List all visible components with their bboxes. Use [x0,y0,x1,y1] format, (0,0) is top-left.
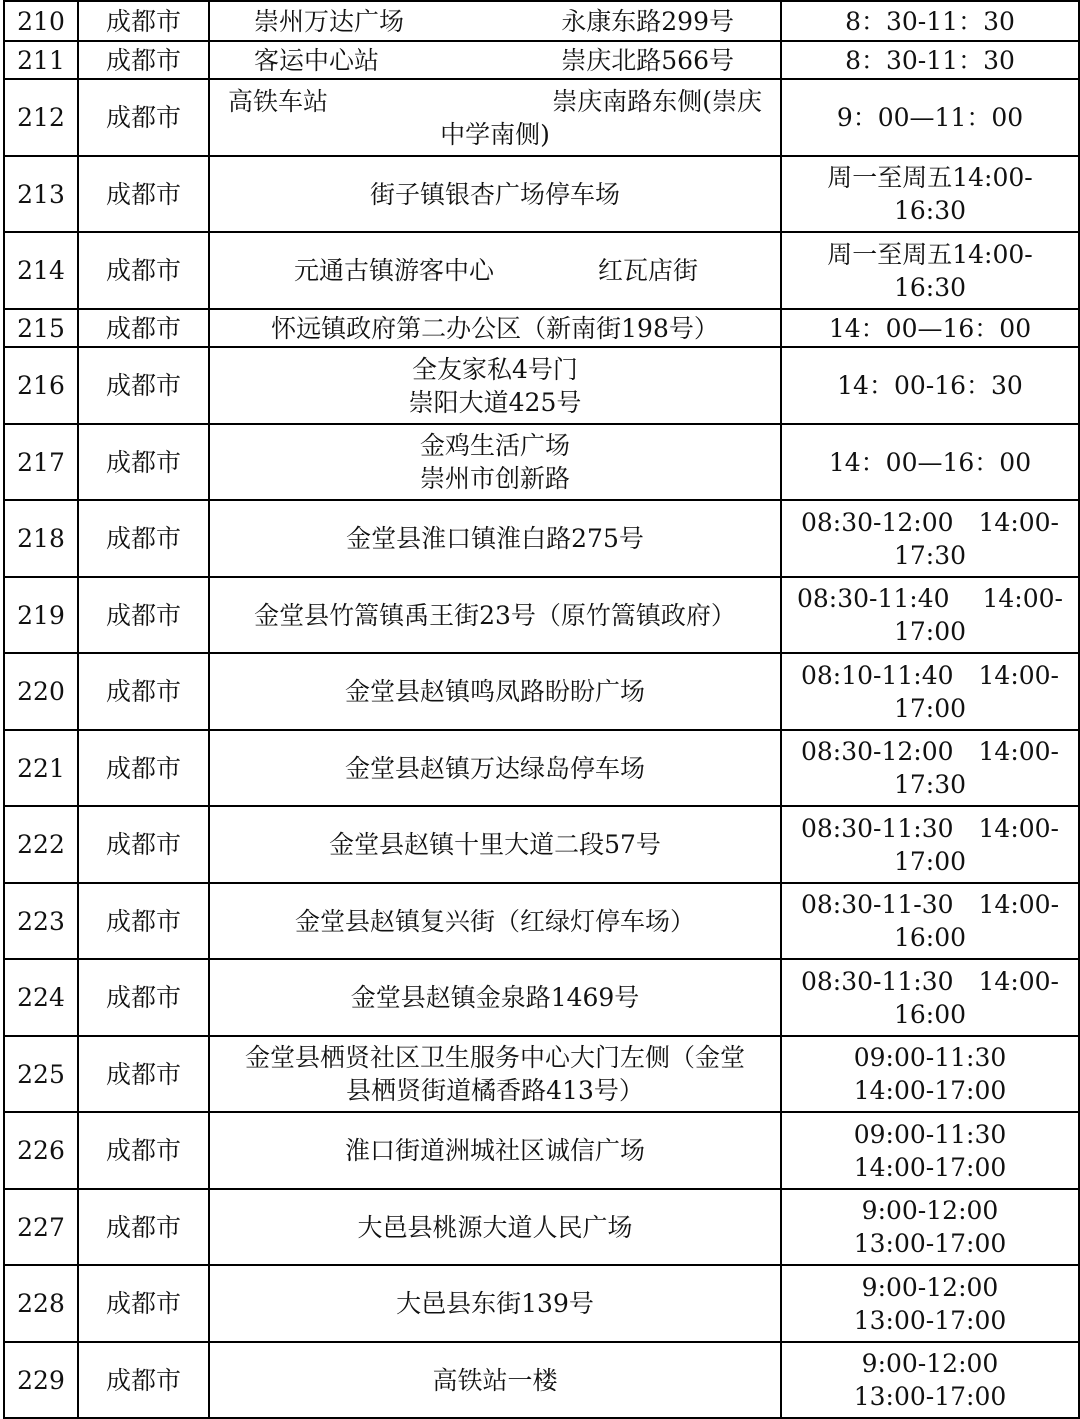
city-cell: 成都市 [78,883,209,959]
time-line-1: 周一至周五14:00- [827,239,1033,269]
city-cell: 成都市 [78,309,209,347]
row-number: 214 [4,232,78,309]
row-number: 211 [4,41,78,79]
city-cell: 成都市 [78,1189,209,1265]
time-line-1: 08:30-12:00 14:00- [800,507,1060,537]
address-cell [209,1036,781,1112]
address-cell: 金堂县淮口镇淮白路275号 [209,500,781,577]
time-cell [781,309,1079,347]
table-row [4,1342,1079,1418]
time-line-2: 14:00-17:00 [853,1152,1007,1182]
address-line-2: 崇阳大道425号 [408,387,582,417]
time-cell [781,232,1079,309]
time-line-2: 13:00-17:00 [853,1382,1007,1411]
table-row [4,232,1079,309]
city-cell: 成都市 [78,424,209,500]
address-cell [209,347,781,424]
table-row [4,309,1079,347]
table-row [4,577,1079,653]
time-cell [781,500,1079,577]
city-cell: 成都市 [78,347,209,424]
table-row [4,1036,1079,1112]
time-cell [781,1342,1079,1418]
table-row [4,156,1079,232]
row-number: 221 [4,730,78,806]
address-cell: 怀远镇政府第二办公区（新南街198号） [209,309,781,347]
time-line-1: 8：30-11：30 [845,45,1015,75]
table-row [4,1112,1079,1189]
row-number: 223 [4,883,78,959]
time-line-2: 16:30 [893,272,967,302]
address-street: 红瓦店街 [597,256,698,285]
address-street-cont: 中学南侧) [440,119,550,149]
row-number: 213 [4,156,78,232]
city-cell: 成都市 [78,500,209,577]
row-number: 210 [4,1,78,41]
row-number: 229 [4,1342,78,1418]
address-line-2: 崇州市创新路 [419,464,570,493]
address-cell: 大邑县桃源大道人民广场 [209,1189,781,1265]
city-cell: 成都市 [78,577,209,653]
row-number: 215 [4,309,78,347]
city-cell: 成都市 [78,1342,209,1418]
city-cell: 成都市 [78,959,209,1036]
row-number: 228 [4,1265,78,1342]
city-cell: 成都市 [78,156,209,232]
time-line-1: 08:30-11:30 14:00- [800,966,1060,996]
time-cell [781,959,1079,1036]
time-cell [781,424,1079,500]
time-line-1: 08:10-11:40 14:00- [800,660,1060,690]
time-cell [781,730,1079,806]
table-row [4,1265,1079,1342]
address-cell [209,41,781,79]
time-cell [781,347,1079,424]
address-cell: 金堂县赵镇金泉路1469号 [209,959,781,1036]
city-cell: 成都市 [78,653,209,730]
row-number: 219 [4,577,78,653]
time-line-1: 09:00-11:30 [853,1043,1007,1072]
time-cell [781,883,1079,959]
time-line-2: 13:00-17:00 [853,1305,1007,1335]
city-cell: 成都市 [78,1036,209,1112]
address-cell [209,424,781,500]
time-line-1: 14：00—16：00 [828,447,1032,477]
address-line-1: 金鸡生活广场 [419,431,570,460]
address-cell: 街子镇银杏广场停车场 [209,156,781,232]
address-cell [209,79,781,156]
time-cell [781,1,1079,41]
address-name: 崇州万达广场 [254,6,405,36]
row-number: 226 [4,1112,78,1189]
time-line-2: 14:00-17:00 [853,1076,1007,1105]
time-line-1: 08:30-11:30 14:00- [800,813,1060,843]
time-line-1: 14：00-16：30 [837,371,1023,400]
address-name: 元通古镇游客中心 [294,256,495,285]
table-row [4,41,1079,79]
address-street: 崇庆北路566号 [561,45,734,75]
time-line-1: 9:00-12:00 [861,1196,999,1225]
address-name: 高铁车站 [228,86,329,116]
table-row [4,424,1079,500]
time-cell [781,1265,1079,1342]
time-cell [781,1189,1079,1265]
row-number: 212 [4,79,78,156]
time-cell [781,79,1079,156]
row-number: 227 [4,1189,78,1265]
table-row [4,806,1079,883]
address-cell: 淮口街道洲城社区诚信广场 [209,1112,781,1189]
address-cell: 大邑县东街139号 [209,1265,781,1342]
city-cell: 成都市 [78,806,209,883]
table-row [4,959,1079,1036]
address-line-2: 县栖贤街道橘香路413号） [346,1076,644,1105]
address-name: 客运中心站 [254,45,380,75]
table-row [4,1189,1079,1265]
address-cell [209,1,781,41]
address-cell: 金堂县赵镇鸣凤路盼盼广场 [209,653,781,730]
time-line-1: 14：00—16：00 [828,313,1032,343]
table-row [4,653,1079,730]
time-cell [781,156,1079,232]
time-line-2: 17:00 [893,617,967,646]
address-cell: 金堂县赵镇复兴街（红绿灯停车场） [209,883,781,959]
city-cell: 成都市 [78,1112,209,1189]
table-row [4,730,1079,806]
table-row [4,883,1079,959]
time-cell [781,806,1079,883]
address-cell: 高铁站一楼 [209,1342,781,1418]
row-number: 224 [4,959,78,1036]
address-line-1: 金堂县栖贤社区卫生服务中心大门左侧（金堂 [244,1043,745,1072]
row-number: 218 [4,500,78,577]
address-street: 崇庆南路东侧(崇庆 [552,86,762,116]
time-cell [781,1036,1079,1112]
table-row [4,79,1079,156]
row-number: 222 [4,806,78,883]
time-line-1: 09:00-11:30 [853,1119,1007,1149]
address-street: 永康东路299号 [561,6,734,36]
city-cell: 成都市 [78,79,209,156]
table-body [4,1,1079,1418]
city-cell: 成都市 [78,1265,209,1342]
table-row [4,347,1079,424]
address-cell: 金堂县赵镇万达绿岛停车场 [209,730,781,806]
time-line-1: 9:00-12:00 [861,1272,999,1302]
time-line-2: 16:00 [893,999,967,1029]
time-line-2: 17:30 [893,540,967,570]
schedule-table [3,0,1080,1419]
table-row [4,1,1079,41]
time-cell [781,1112,1079,1189]
row-number: 225 [4,1036,78,1112]
address-cell [209,232,781,309]
time-line-1: 9:00-12:00 [861,1349,999,1378]
time-line-2: 17:30 [893,770,967,799]
time-line-2: 17:00 [893,846,967,876]
time-line-1: 周一至周五14:00- [827,163,1033,192]
time-line-2: 16:30 [893,196,967,225]
time-line-2: 13:00-17:00 [853,1229,1007,1258]
row-number: 217 [4,424,78,500]
city-cell: 成都市 [78,730,209,806]
time-line-1: 8：30-11：30 [845,6,1015,36]
time-line-1: 08:30-11-30 14:00- [800,890,1060,919]
time-cell [781,653,1079,730]
address-line-1: 全友家私4号门 [412,354,578,384]
time-line-2: 17:00 [893,693,967,723]
table-row [4,500,1079,577]
city-cell: 成都市 [78,1,209,41]
time-cell [781,41,1079,79]
time-line-2: 16:00 [893,923,967,952]
time-line-1: 08:30-12:00 14:00- [800,737,1060,766]
row-number: 216 [4,347,78,424]
time-line-1: 08:30-11:40 14:00- [797,584,1063,613]
time-cell [781,577,1079,653]
city-cell: 成都市 [78,232,209,309]
address-cell: 金堂县竹篙镇禹王街23号（原竹篙镇政府） [209,577,781,653]
city-cell: 成都市 [78,41,209,79]
row-number: 220 [4,653,78,730]
address-cell: 金堂县赵镇十里大道二段57号 [209,806,781,883]
time-line-1: 9：00—11：00 [836,103,1024,132]
